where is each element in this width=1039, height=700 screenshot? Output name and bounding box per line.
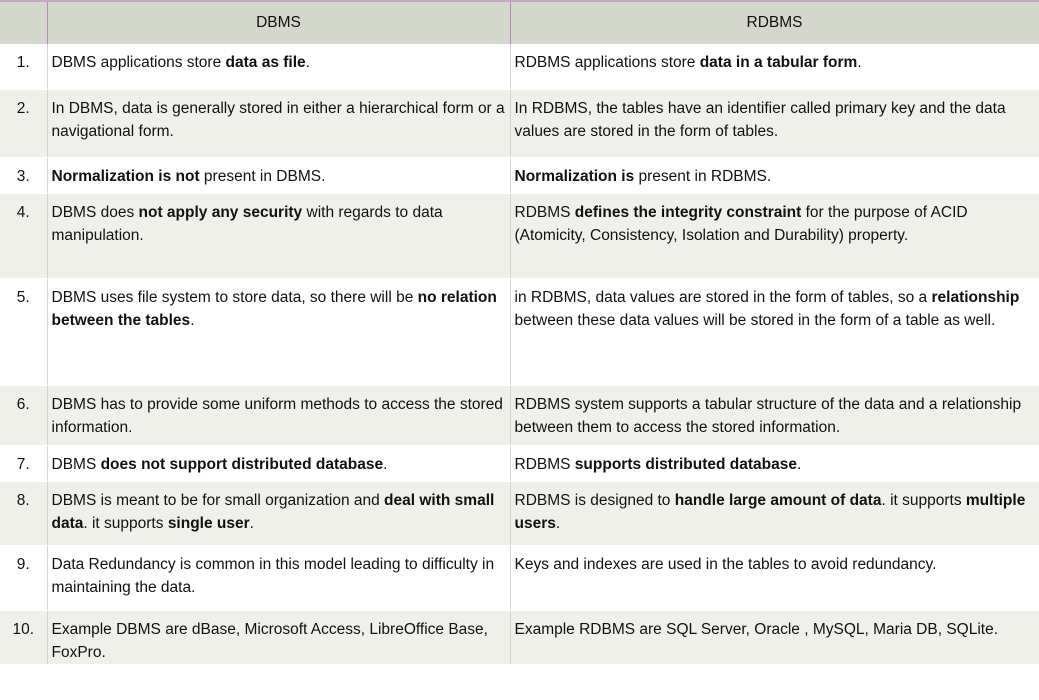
row-number: 1. (0, 44, 47, 89)
text-segment: Example RDBMS are SQL Server, Oracle , MySQL, Maria DB, SQLite. (514, 620, 999, 638)
dbms-cell (47, 610, 510, 664)
row-number: 8. (0, 481, 47, 545)
rdbms-cell (510, 545, 1039, 610)
bold-text: not apply any security (138, 203, 303, 221)
rdbms-cell (510, 385, 1039, 445)
table-row (0, 157, 1039, 193)
text-segment: . (383, 455, 388, 473)
row-number: 4. (0, 193, 47, 278)
text-segment: RDBMS (514, 203, 575, 221)
rdbms-cell (510, 193, 1039, 278)
bold-text: relationship (931, 288, 1020, 306)
table-row (0, 385, 1039, 445)
bold-text: does not support distributed database (100, 455, 384, 473)
rdbms-cell (510, 157, 1039, 193)
bold-text: data in a tabular form (699, 54, 858, 71)
table-row (0, 545, 1039, 610)
dbms-cell (47, 445, 510, 481)
text-segment: DBMS applications store (51, 54, 226, 71)
text-segment: Data Redundancy is common in this model leading to difficulty in maintaining the data. (51, 555, 495, 596)
text-segment: RDBMS applications store (514, 54, 700, 71)
dbms-cell (47, 193, 510, 278)
dbms-cell (47, 157, 510, 193)
bold-text: Normalization is (514, 167, 635, 185)
row-number: 6. (0, 385, 47, 445)
text-segment: in RDBMS, data values are stored in the form of tables, so a (514, 288, 932, 306)
table-row (0, 193, 1039, 278)
text-segment: present in DBMS. (199, 167, 326, 185)
text-segment: for the purpose of ACID (Atomicity, Consistency, Isolation and Durability) property. (514, 203, 968, 244)
text-segment: In RDBMS, the tables have an identifier called primary key and the data values are stored in the form of tables. (514, 99, 1006, 140)
dbms-cell (47, 481, 510, 545)
text-segment: . it supports (83, 514, 168, 532)
text-segment: present in RDBMS. (634, 167, 772, 185)
table-row (0, 481, 1039, 545)
row-number: 9. (0, 545, 47, 610)
text-segment: RDBMS system supports a tabular structure of the data and a relationship between them to access the stored information. (514, 395, 1022, 436)
table-row (0, 44, 1039, 89)
text-segment: . (249, 514, 254, 532)
text-segment: . (190, 311, 195, 329)
text-segment: between these data values will be stored in the form of a table as well. (514, 311, 996, 329)
rdbms-cell (510, 610, 1039, 664)
table-row (0, 89, 1039, 157)
row-number: 5. (0, 278, 47, 385)
text-segment: . (797, 455, 802, 473)
bold-text: supports distributed database (574, 455, 797, 473)
table-row (0, 610, 1039, 664)
dbms-cell (47, 385, 510, 445)
bold-text: deal with small data (51, 491, 495, 532)
rdbms-cell (510, 278, 1039, 385)
rdbms-cell (510, 481, 1039, 545)
header-number (0, 1, 47, 44)
header-row (0, 1, 1039, 44)
rdbms-cell (510, 44, 1039, 89)
header-dbms: DBMS (47, 1, 510, 44)
bold-text: no relation between the tables (51, 288, 497, 329)
dbms-cell (47, 278, 510, 385)
text-segment: Keys and indexes are used in the tables to avoid redundancy. (514, 555, 937, 573)
text-segment: . (857, 54, 862, 71)
text-segment: DBMS uses file system to store data, so there will be (51, 288, 418, 306)
row-number: 7. (0, 445, 47, 481)
table-row (0, 445, 1039, 481)
text-segment: DBMS does (51, 203, 139, 221)
text-segment: DBMS is meant to be for small organization and (51, 491, 385, 509)
rdbms-cell (510, 89, 1039, 157)
dbms-cell (47, 89, 510, 157)
text-segment: . (305, 54, 310, 71)
text-segment: . it supports (881, 491, 966, 509)
table-body (0, 44, 1039, 664)
text-segment: Example DBMS are dBase, Microsoft Access, LibreOffice Base, FoxPro. (51, 620, 488, 661)
text-segment: DBMS (51, 455, 101, 473)
text-segment: DBMS has to provide some uniform methods to access the stored information. (51, 395, 503, 436)
text-segment: In DBMS, data is generally stored in either a hierarchical form or a navigational form. (51, 99, 505, 140)
row-number: 2. (0, 89, 47, 157)
bold-text: multiple users (514, 491, 1026, 532)
text-segment: RDBMS is designed to (514, 491, 675, 509)
table-row (0, 278, 1039, 385)
row-number: 10. (0, 610, 47, 664)
text-segment: with regards to data manipulation. (51, 203, 443, 244)
rdbms-cell (510, 445, 1039, 481)
row-number: 3. (0, 157, 47, 193)
bold-text: data as file (225, 54, 306, 71)
dbms-cell (47, 545, 510, 610)
header-rdbms: RDBMS (510, 1, 1039, 44)
bold-text: single user (167, 514, 250, 532)
text-segment: RDBMS (514, 455, 575, 473)
bold-text: defines the integrity constraint (574, 203, 802, 221)
dbms-cell (47, 44, 510, 89)
text-segment: . (555, 514, 561, 532)
bold-text: handle large amount of data (674, 491, 882, 509)
bold-text: Normalization is not (51, 167, 200, 185)
